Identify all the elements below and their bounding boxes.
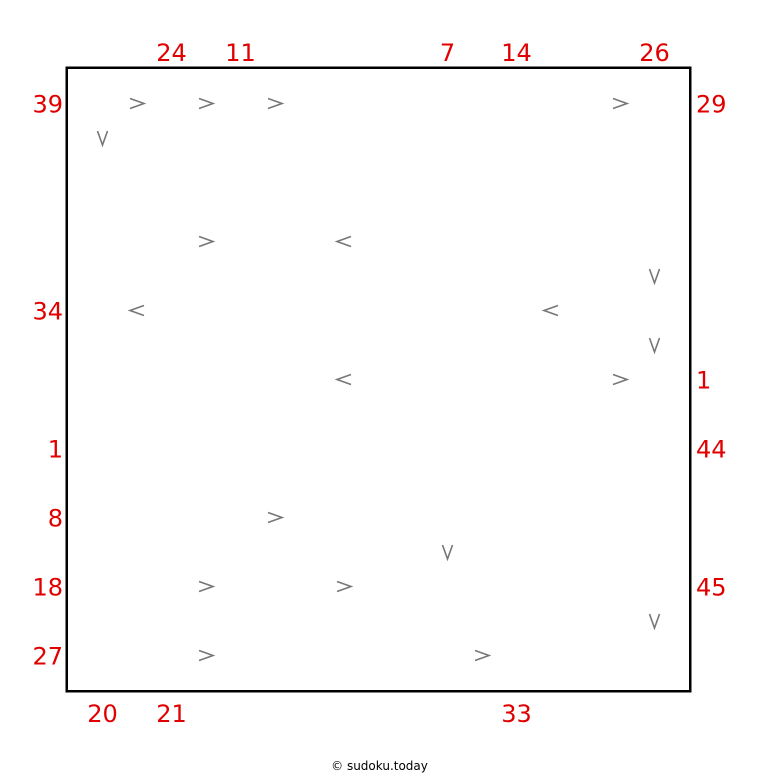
cell-r2-c2[interactable] [137, 138, 206, 207]
cell-r3-c8[interactable] [551, 207, 620, 276]
cell-r1-c6[interactable] [413, 69, 482, 138]
cell-r3-c4[interactable] [275, 207, 344, 276]
cell-r6-c4[interactable] [275, 414, 344, 483]
cell-r2-c4[interactable] [275, 138, 344, 207]
cell-r4-c7[interactable] [482, 276, 551, 345]
cell-r6-c1[interactable] [68, 414, 137, 483]
cell-r5-c6[interactable] [413, 345, 482, 414]
cell-r4-c1[interactable] [68, 276, 137, 345]
cell-r2-c9[interactable] [620, 138, 689, 207]
right-clue-row8: 45 [696, 573, 727, 602]
cell-r3-c6[interactable] [413, 207, 482, 276]
cell-r2-c3[interactable] [206, 138, 275, 207]
right-clue-row5: 1 [696, 366, 712, 395]
cell-r2-c8[interactable] [551, 138, 620, 207]
cell-r7-c2[interactable] [137, 483, 206, 552]
bottom-clue-col7: 33 [501, 700, 532, 728]
cell-r8-c3[interactable] [206, 552, 275, 621]
cell-r8-c9[interactable] [620, 552, 689, 621]
cell-r5-c3[interactable] [206, 345, 275, 414]
cell-r1-c5[interactable] [344, 69, 413, 138]
left-clue-row6: 1 [47, 435, 63, 464]
cell-r5-c5[interactable] [344, 345, 413, 414]
top-clue-col6: 7 [439, 39, 456, 67]
cell-r3-c5[interactable] [344, 207, 413, 276]
cell-r3-c1[interactable] [68, 207, 137, 276]
grid-cells [68, 69, 689, 690]
cell-r5-c7[interactable] [482, 345, 551, 414]
cell-r5-c8[interactable] [551, 345, 620, 414]
cell-r6-c2[interactable] [137, 414, 206, 483]
cell-r5-c9[interactable] [620, 345, 689, 414]
top-clue-col9: 26 [639, 39, 670, 67]
left-clue-row7: 8 [47, 504, 63, 533]
cell-r8-c5[interactable] [344, 552, 413, 621]
bottom-clue-col2: 21 [156, 700, 187, 728]
cell-r2-c7[interactable] [482, 138, 551, 207]
cell-r4-c9[interactable] [620, 276, 689, 345]
cell-r1-c8[interactable] [551, 69, 620, 138]
cell-r4-c8[interactable] [551, 276, 620, 345]
cell-r1-c4[interactable] [275, 69, 344, 138]
cell-r5-c4[interactable] [275, 345, 344, 414]
cell-r1-c3[interactable] [206, 69, 275, 138]
cell-r4-c6[interactable] [413, 276, 482, 345]
cell-r3-c2[interactable] [137, 207, 206, 276]
copyright-footer: © sudoku.today [331, 759, 428, 773]
left-clue-row9: 27 [32, 642, 63, 671]
left-clue-row1: 39 [32, 90, 63, 119]
cell-r4-c2[interactable] [137, 276, 206, 345]
cell-r1-c7[interactable] [482, 69, 551, 138]
cell-r1-c1[interactable] [68, 69, 137, 138]
cell-r4-c5[interactable] [344, 276, 413, 345]
cell-r3-c3[interactable] [206, 207, 275, 276]
cell-r7-c9[interactable] [620, 483, 689, 552]
left-clue-row8: 18 [32, 573, 63, 602]
cell-r9-c4[interactable] [275, 621, 344, 690]
cell-r9-c3[interactable] [206, 621, 275, 690]
cell-r9-c6[interactable] [413, 621, 482, 690]
cell-r3-c7[interactable] [482, 207, 551, 276]
cell-r2-c1[interactable] [68, 138, 137, 207]
cell-r1-c2[interactable] [137, 69, 206, 138]
cell-r7-c3[interactable] [206, 483, 275, 552]
cell-r3-c9[interactable] [620, 207, 689, 276]
cell-r1-c9[interactable] [620, 69, 689, 138]
cell-r8-c6[interactable] [413, 552, 482, 621]
cell-r6-c6[interactable] [413, 414, 482, 483]
cell-r5-c2[interactable] [137, 345, 206, 414]
cell-r7-c6[interactable] [413, 483, 482, 552]
cell-r5-c1[interactable] [68, 345, 137, 414]
cell-r7-c7[interactable] [482, 483, 551, 552]
cell-r6-c8[interactable] [551, 414, 620, 483]
cell-r9-c8[interactable] [551, 621, 620, 690]
cell-r2-c5[interactable] [344, 138, 413, 207]
right-clue-row6: 44 [696, 435, 727, 464]
cell-r7-c1[interactable] [68, 483, 137, 552]
cell-r8-c4[interactable] [275, 552, 344, 621]
cell-r6-c5[interactable] [344, 414, 413, 483]
cell-r7-c8[interactable] [551, 483, 620, 552]
cell-r9-c7[interactable] [482, 621, 551, 690]
cell-r8-c1[interactable] [68, 552, 137, 621]
cell-r4-c3[interactable] [206, 276, 275, 345]
right-clue-row1: 29 [696, 90, 727, 119]
cell-r9-c5[interactable] [344, 621, 413, 690]
cell-r2-c6[interactable] [413, 138, 482, 207]
cell-r7-c5[interactable] [344, 483, 413, 552]
cell-r6-c9[interactable] [620, 414, 689, 483]
top-clue-col3: 11 [225, 39, 256, 67]
cell-r8-c2[interactable] [137, 552, 206, 621]
top-clue-col2: 24 [156, 39, 187, 67]
cell-r9-c9[interactable] [620, 621, 689, 690]
cell-r4-c4[interactable] [275, 276, 344, 345]
cell-r6-c7[interactable] [482, 414, 551, 483]
left-clue-row4: 34 [32, 297, 63, 326]
cell-r8-c8[interactable] [551, 552, 620, 621]
cell-r6-c3[interactable] [206, 414, 275, 483]
cell-r9-c1[interactable] [68, 621, 137, 690]
bottom-clue-col1: 20 [87, 700, 118, 728]
top-clue-col7: 14 [501, 39, 532, 67]
cell-r7-c4[interactable] [275, 483, 344, 552]
cell-r8-c7[interactable] [482, 552, 551, 621]
cell-r9-c2[interactable] [137, 621, 206, 690]
